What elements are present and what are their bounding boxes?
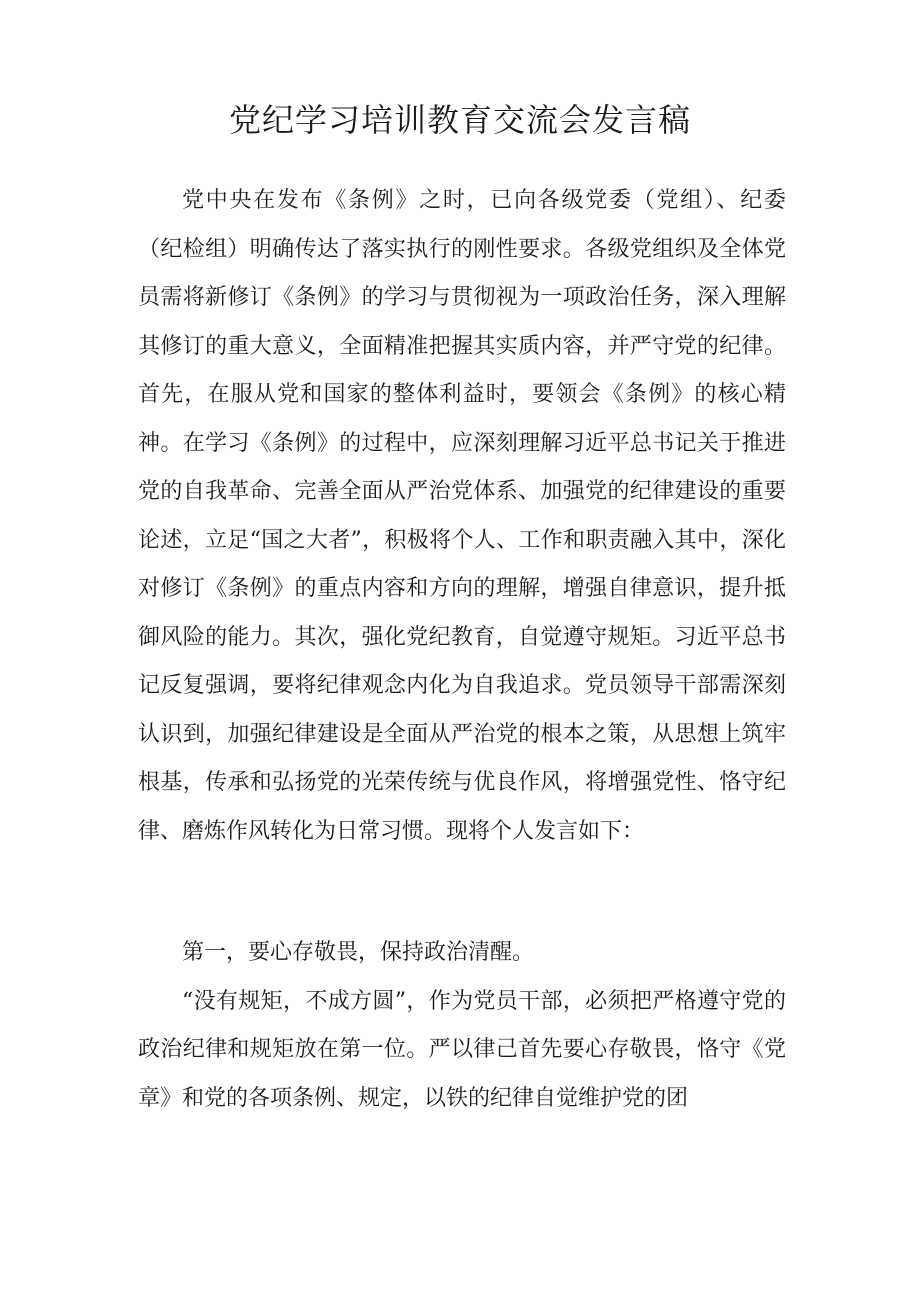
section-1-paragraph: “没有规矩，不成方圆”，作为党员干部，必须把严格遵守党的政治纪律和规矩放在第一位。严以律己首先要心存敬畏，恪守《党章》和党的各项条例、规定，以铁的纪律自觉维护党的团 (138, 988, 786, 1111)
section-1-heading: 第一，要心存敬畏，保持政治清醒。 (182, 940, 535, 965)
document-body (138, 177, 786, 1123)
document-title: 党纪学习培训教育交流会发言稿 (228, 101, 691, 139)
intro-paragraph: 党中央在发布《条例》之时，已向各级党委（党组）、纪委（纪检组）明确传达了落实执行的刚性要求。各级党组织及全体党员需将新修订《条例》的学习与贯彻视为一项政治任务，深入理解其修订的重大意义，全面精准把握其实质内容，并严守党的纪律。首先，在服从党和国家的整体利益时，要领会《条例》的核心精神。在学习《条例》的过程中，应深刻理解习近平总书记关于推进党的自我革命、完善全面从严治党体系、加强党的纪律建设的重要论述，立足“国之大者”，积极将个人、工作和职责融入其中，深化对修订《条例》的重点内容和方向的理解，增强自律意识，提升抵御风险的能力。其次，强化党纪教育，自觉遵守规矩。习近平总书记反复强调，要将纪律观念内化为自我追求。党员领导干部需深刻认识到，加强纪律建设是全面从严治党的根本之策，从思想上筑牢根基，传承和弘扬党的光荣传统与优良作风，将增强党性、恪守纪律、磨炼作风转化为日常习惯。现将个人发言如下： (138, 188, 786, 844)
paragraph-spacer (138, 856, 786, 929)
